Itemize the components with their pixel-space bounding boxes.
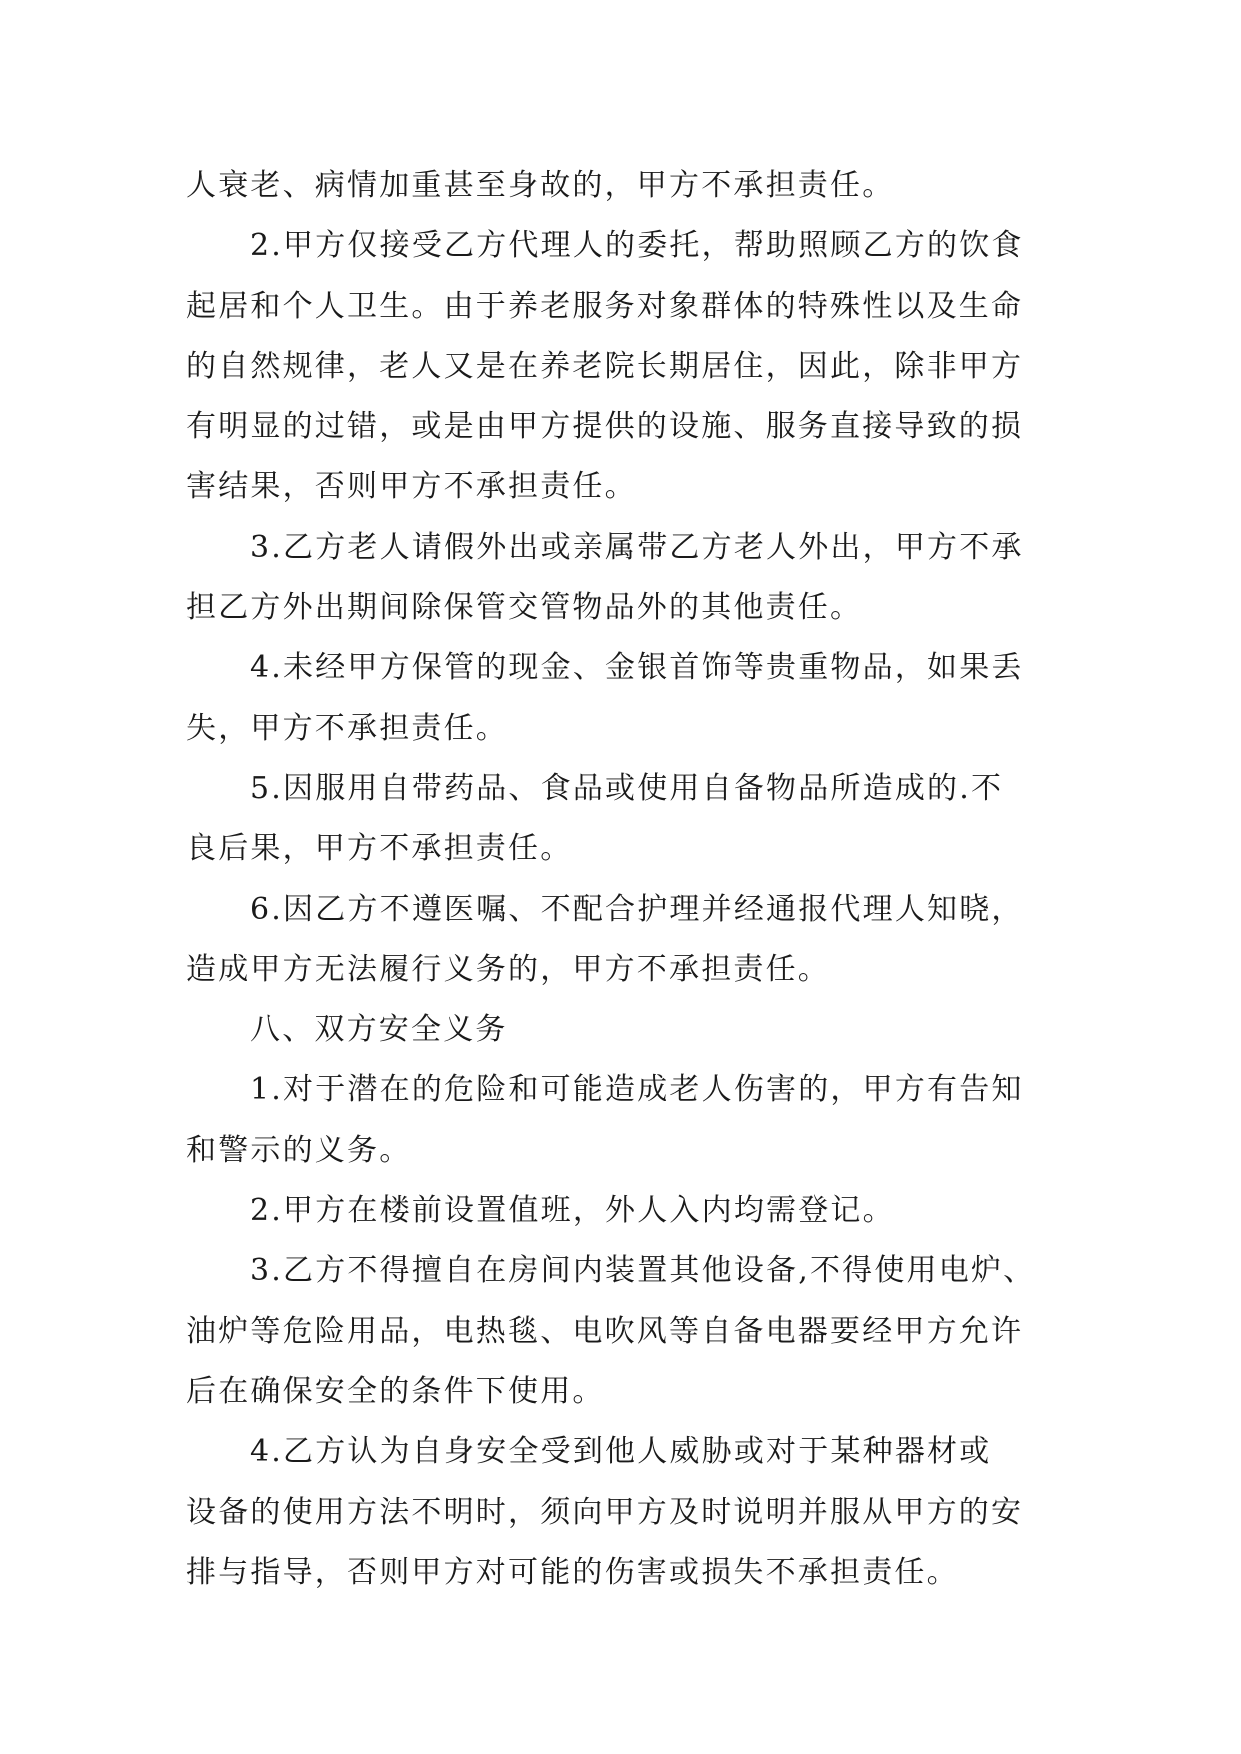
text-line: 人衰老、病情加重甚至身故的，甲方不承担责任。	[186, 168, 895, 203]
text-line: 起居和个人卫生。由于养老服务对象群体的特殊性以及生命	[186, 288, 1024, 324]
section-heading: 八、双方安全义务	[250, 1012, 508, 1048]
text-line: 设备的使用方法不明时，须向甲方及时说明并服从甲方的安	[186, 1494, 1024, 1530]
text-line: 5.因服用自带药品、食品或使用自备物品所造成的.不	[250, 770, 1004, 806]
text-line: 3.乙方老人请假外出或亲属带乙方老人外出，甲方不承	[250, 529, 1024, 565]
document-body	[186, 156, 1066, 1603]
text-line: 造成甲方无法履行义务的，甲方不承担责任。	[186, 951, 830, 987]
text-line: 害结果，否则甲方不承担责任。	[186, 469, 637, 505]
text-line: 的自然规律，老人又是在养老院长期居住，因此，除非甲方	[186, 348, 1024, 384]
text-line: 排与指导，否则甲方对可能的伤害或损失不承担责任。	[186, 1554, 959, 1590]
text-line: 4.乙方认为自身安全受到他人威胁或对于某种器材或	[250, 1434, 992, 1470]
text-line: 油炉等危险用品，电热毯、电吹风等自备电器要经甲方允许	[186, 1313, 1024, 1349]
text-line: 3.乙方不得擅自在房间内装置其他设备,不得使用电炉、	[250, 1253, 1036, 1289]
text-line: 有明显的过错，或是由甲方提供的设施、服务直接导致的损	[186, 409, 1024, 445]
text-line: 2.甲方仅接受乙方代理人的委托，帮助照顾乙方的饮食	[250, 228, 1024, 264]
text-line: 1.对于潜在的危险和可能造成老人伤害的，甲方有告知	[250, 1072, 1024, 1108]
text-line: 2.甲方在楼前设置值班，外人入内均需登记。	[250, 1193, 895, 1229]
text-line: 后在确保安全的条件下使用。	[186, 1373, 605, 1409]
text-line: 失，甲方不承担责任。	[186, 710, 508, 746]
text-line: 良后果，甲方不承担责任。	[186, 831, 573, 867]
text-line: 6.因乙方不遵医嘱、不配合护理并经通报代理人知晓，	[250, 891, 1024, 927]
text-line: 4.未经甲方保管的现金、金银首饰等贵重物品，如果丢	[250, 650, 1024, 686]
text-line: 和警示的义务。	[186, 1132, 412, 1168]
text-line: 担乙方外出期间除保管交管物品外的其他责任。	[186, 590, 863, 626]
